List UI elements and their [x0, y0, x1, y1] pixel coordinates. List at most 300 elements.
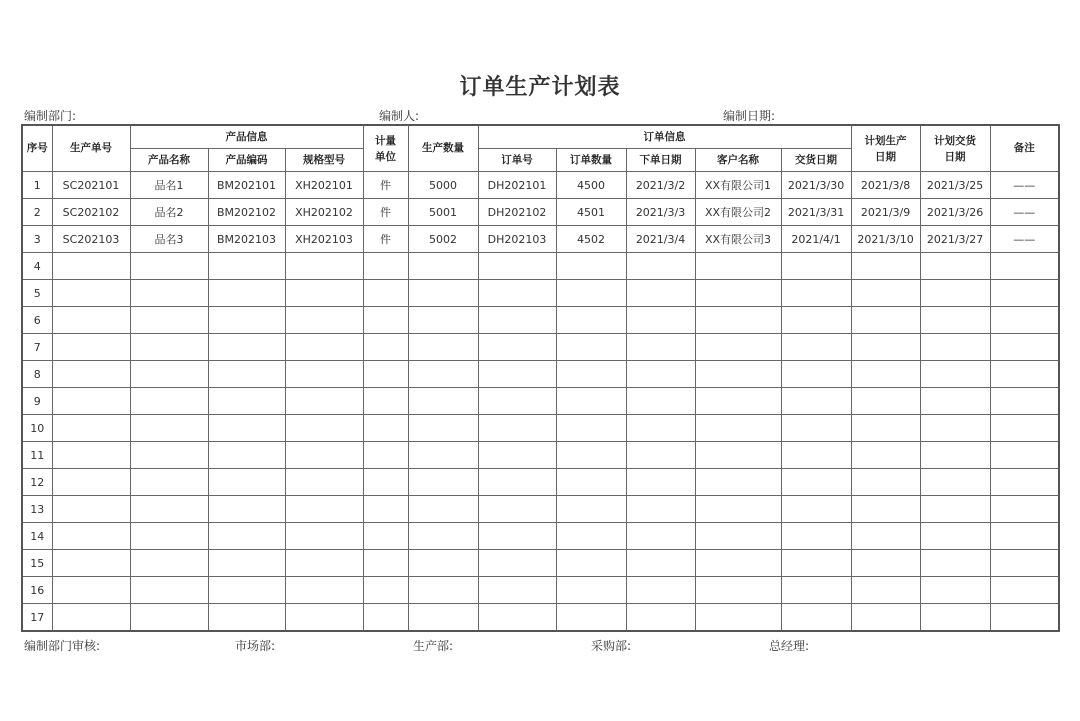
cell-plan-delivery-date: [920, 496, 990, 523]
cell-remark: [990, 253, 1059, 280]
cell-order-date: 2021/3/2: [626, 172, 695, 199]
cell-order-date: [626, 523, 695, 550]
cell-prod-no: SC202101: [52, 172, 130, 199]
cell-delivery-date: [781, 577, 851, 604]
cell-plan-delivery-date: [920, 550, 990, 577]
cell-customer-name: [695, 253, 781, 280]
cell-delivery-date: [781, 604, 851, 632]
cell-order-qty: [556, 496, 626, 523]
cell-remark: ——: [990, 199, 1059, 226]
cell-order-qty: [556, 334, 626, 361]
cell-remark: [990, 496, 1059, 523]
cell-customer-name: [695, 469, 781, 496]
cell-remark: [990, 307, 1059, 334]
cell-unit: [363, 415, 408, 442]
cell-remark: [990, 523, 1059, 550]
cell-plan-prod-date: [851, 550, 920, 577]
cell-remark: [990, 388, 1059, 415]
cell-order-date: [626, 280, 695, 307]
cell-plan-delivery-date: [920, 388, 990, 415]
cell-plan-delivery-date: 2021/3/26: [920, 199, 990, 226]
cell-seq: 15: [22, 550, 52, 577]
table-row: [22, 334, 1059, 361]
cell-spec-model: [285, 523, 363, 550]
cell-product-name: [130, 523, 208, 550]
table-row: [22, 523, 1059, 550]
cell-spec-model: XH202101: [285, 172, 363, 199]
cell-qty: [408, 496, 478, 523]
cell-spec-model: [285, 415, 363, 442]
cell-seq: 1: [22, 172, 52, 199]
cell-prod-no: [52, 523, 130, 550]
cell-order-no: [478, 307, 556, 334]
cell-product-code: BM202101: [208, 172, 285, 199]
cell-prod-no: [52, 388, 130, 415]
cell-plan-delivery-date: [920, 307, 990, 334]
cell-product-code: [208, 388, 285, 415]
cell-customer-name: [695, 334, 781, 361]
cell-seq: 2: [22, 199, 52, 226]
cell-unit: [363, 469, 408, 496]
cell-order-date: [626, 442, 695, 469]
cell-order-date: 2021/3/4: [626, 226, 695, 253]
cell-product-code: [208, 280, 285, 307]
header-order-no: 订单号: [478, 149, 556, 172]
cell-spec-model: XH202103: [285, 226, 363, 253]
cell-delivery-date: [781, 388, 851, 415]
cell-order-qty: [556, 388, 626, 415]
cell-delivery-date: [781, 469, 851, 496]
cell-customer-name: [695, 280, 781, 307]
cell-qty: 5000: [408, 172, 478, 199]
cell-product-code: [208, 469, 285, 496]
cell-seq: 13: [22, 496, 52, 523]
cell-order-qty: [556, 442, 626, 469]
cell-unit: [363, 307, 408, 334]
cell-order-date: [626, 388, 695, 415]
cell-spec-model: [285, 604, 363, 632]
cell-customer-name: [695, 550, 781, 577]
cell-order-no: [478, 469, 556, 496]
cell-order-qty: 4502: [556, 226, 626, 253]
cell-product-name: [130, 496, 208, 523]
header-delivery-date: 交货日期: [781, 149, 851, 172]
cell-remark: [990, 550, 1059, 577]
cell-qty: [408, 604, 478, 632]
cell-order-no: [478, 253, 556, 280]
cell-unit: [363, 496, 408, 523]
cell-unit: [363, 604, 408, 632]
cell-product-code: [208, 307, 285, 334]
cell-plan-delivery-date: [920, 523, 990, 550]
cell-qty: 5002: [408, 226, 478, 253]
cell-order-no: [478, 577, 556, 604]
cell-seq: 6: [22, 307, 52, 334]
cell-plan-prod-date: [851, 577, 920, 604]
cell-seq: 9: [22, 388, 52, 415]
cell-delivery-date: 2021/3/31: [781, 199, 851, 226]
cell-seq: 14: [22, 523, 52, 550]
cell-plan-delivery-date: [920, 604, 990, 632]
cell-product-code: BM202102: [208, 199, 285, 226]
cell-seq: 5: [22, 280, 52, 307]
cell-product-code: [208, 334, 285, 361]
cell-plan-prod-date: [851, 307, 920, 334]
header-remark: 备注: [990, 125, 1059, 172]
footer-market: 市场部:: [235, 639, 276, 653]
cell-delivery-date: [781, 442, 851, 469]
cell-product-code: [208, 577, 285, 604]
cell-delivery-date: [781, 334, 851, 361]
cell-qty: [408, 469, 478, 496]
header-qty: 生产数量: [408, 125, 478, 172]
cell-spec-model: XH202102: [285, 199, 363, 226]
cell-seq: 12: [22, 469, 52, 496]
cell-qty: [408, 415, 478, 442]
cell-prod-no: [52, 361, 130, 388]
cell-order-qty: [556, 523, 626, 550]
cell-order-date: [626, 604, 695, 632]
cell-delivery-date: [781, 496, 851, 523]
cell-plan-prod-date: [851, 253, 920, 280]
cell-plan-prod-date: [851, 523, 920, 550]
date-label: 编制日期:: [723, 109, 776, 123]
cell-remark: [990, 604, 1059, 632]
cell-prod-no: [52, 280, 130, 307]
cell-order-qty: [556, 550, 626, 577]
cell-unit: [363, 550, 408, 577]
cell-plan-delivery-date: 2021/3/25: [920, 172, 990, 199]
cell-unit: 件: [363, 226, 408, 253]
cell-plan-prod-date: [851, 469, 920, 496]
cell-plan-prod-date: 2021/3/10: [851, 226, 920, 253]
cell-qty: [408, 361, 478, 388]
cell-plan-delivery-date: [920, 280, 990, 307]
cell-qty: [408, 523, 478, 550]
cell-prod-no: [52, 334, 130, 361]
cell-unit: [363, 442, 408, 469]
cell-order-qty: [556, 361, 626, 388]
cell-prod-no: [52, 604, 130, 632]
cell-prod-no: [52, 577, 130, 604]
cell-seq: 16: [22, 577, 52, 604]
cell-order-date: [626, 253, 695, 280]
header-plan-prod-date: 计划生产日期: [851, 125, 920, 172]
cell-plan-prod-date: [851, 388, 920, 415]
cell-order-no: [478, 550, 556, 577]
table-row: [22, 442, 1059, 469]
cell-qty: [408, 550, 478, 577]
cell-remark: [990, 469, 1059, 496]
cell-unit: [363, 577, 408, 604]
header-spec-model: 规格型号: [285, 149, 363, 172]
cell-plan-delivery-date: 2021/3/27: [920, 226, 990, 253]
cell-plan-prod-date: 2021/3/8: [851, 172, 920, 199]
cell-order-qty: [556, 415, 626, 442]
cell-product-name: [130, 334, 208, 361]
cell-remark: [990, 334, 1059, 361]
cell-spec-model: [285, 361, 363, 388]
cell-unit: 件: [363, 199, 408, 226]
cell-plan-prod-date: [851, 442, 920, 469]
cell-product-code: [208, 253, 285, 280]
table-row: [22, 172, 1059, 199]
table-row: [22, 469, 1059, 496]
cell-order-no: [478, 280, 556, 307]
cell-product-name: [130, 361, 208, 388]
cell-product-name: [130, 442, 208, 469]
cell-delivery-date: 2021/3/30: [781, 172, 851, 199]
cell-customer-name: [695, 442, 781, 469]
table-row: [22, 604, 1059, 632]
cell-delivery-date: [781, 307, 851, 334]
cell-prod-no: [52, 415, 130, 442]
header-product-name: 产品名称: [130, 149, 208, 172]
cell-unit: [363, 523, 408, 550]
cell-customer-name: [695, 523, 781, 550]
cell-order-qty: [556, 604, 626, 632]
header-prod-no: 生产单号: [52, 125, 130, 172]
cell-plan-delivery-date: [920, 253, 990, 280]
cell-customer-name: [695, 415, 781, 442]
cell-customer-name: [695, 361, 781, 388]
cell-product-code: BM202103: [208, 226, 285, 253]
cell-plan-prod-date: [851, 415, 920, 442]
header-order-info: 订单信息: [478, 125, 851, 149]
cell-order-qty: [556, 577, 626, 604]
header-product-info: 产品信息: [130, 125, 363, 149]
header-order-qty: 订单数量: [556, 149, 626, 172]
cell-plan-delivery-date: [920, 334, 990, 361]
cell-product-code: [208, 496, 285, 523]
cell-order-no: DH202101: [478, 172, 556, 199]
cell-product-code: [208, 604, 285, 632]
cell-seq: 17: [22, 604, 52, 632]
table-row: [22, 415, 1059, 442]
cell-qty: [408, 280, 478, 307]
cell-order-no: [478, 496, 556, 523]
cell-spec-model: [285, 442, 363, 469]
footer-purchase: 采购部:: [591, 639, 632, 653]
table-row: [22, 253, 1059, 280]
cell-customer-name: [695, 388, 781, 415]
cell-order-no: [478, 523, 556, 550]
cell-customer-name: [695, 577, 781, 604]
cell-qty: 5001: [408, 199, 478, 226]
cell-spec-model: [285, 280, 363, 307]
table-row: [22, 361, 1059, 388]
author-label: 编制人:: [379, 109, 420, 123]
cell-spec-model: [285, 253, 363, 280]
cell-unit: 件: [363, 172, 408, 199]
cell-spec-model: [285, 496, 363, 523]
table-row: [22, 226, 1059, 253]
cell-plan-prod-date: [851, 361, 920, 388]
cell-prod-no: [52, 253, 130, 280]
cell-unit: [363, 361, 408, 388]
cell-plan-prod-date: [851, 280, 920, 307]
cell-seq: 7: [22, 334, 52, 361]
cell-customer-name: XX有限公司2: [695, 199, 781, 226]
cell-order-no: [478, 415, 556, 442]
footer-dept-review: 编制部门审核:: [24, 639, 101, 653]
cell-plan-prod-date: [851, 604, 920, 632]
cell-plan-delivery-date: [920, 415, 990, 442]
cell-product-name: 品名2: [130, 199, 208, 226]
cell-product-name: [130, 469, 208, 496]
cell-prod-no: [52, 496, 130, 523]
cell-customer-name: [695, 496, 781, 523]
cell-order-date: [626, 496, 695, 523]
cell-delivery-date: [781, 361, 851, 388]
cell-plan-delivery-date: [920, 469, 990, 496]
cell-remark: ——: [990, 226, 1059, 253]
cell-order-no: [478, 388, 556, 415]
cell-prod-no: SC202103: [52, 226, 130, 253]
cell-order-no: [478, 361, 556, 388]
footer-production: 生产部:: [413, 639, 454, 653]
cell-seq: 8: [22, 361, 52, 388]
cell-spec-model: [285, 307, 363, 334]
cell-product-name: [130, 577, 208, 604]
cell-remark: [990, 577, 1059, 604]
cell-spec-model: [285, 550, 363, 577]
cell-order-date: [626, 361, 695, 388]
cell-spec-model: [285, 334, 363, 361]
cell-order-qty: [556, 469, 626, 496]
footer-gm: 总经理:: [769, 639, 810, 653]
table-row: [22, 496, 1059, 523]
cell-product-name: [130, 604, 208, 632]
cell-plan-delivery-date: [920, 442, 990, 469]
cell-qty: [408, 307, 478, 334]
cell-order-qty: [556, 280, 626, 307]
cell-delivery-date: [781, 280, 851, 307]
production-plan-table: [21, 124, 1060, 632]
dept-label: 编制部门:: [24, 109, 77, 123]
cell-qty: [408, 334, 478, 361]
cell-unit: [363, 334, 408, 361]
cell-remark: [990, 442, 1059, 469]
cell-product-name: [130, 388, 208, 415]
cell-plan-delivery-date: [920, 577, 990, 604]
cell-order-qty: [556, 307, 626, 334]
cell-remark: [990, 361, 1059, 388]
cell-product-name: [130, 415, 208, 442]
cell-plan-delivery-date: [920, 361, 990, 388]
cell-order-date: 2021/3/3: [626, 199, 695, 226]
cell-product-code: [208, 550, 285, 577]
cell-customer-name: XX有限公司3: [695, 226, 781, 253]
cell-order-date: [626, 577, 695, 604]
cell-plan-prod-date: [851, 334, 920, 361]
cell-qty: [408, 253, 478, 280]
cell-prod-no: [52, 442, 130, 469]
cell-prod-no: [52, 307, 130, 334]
cell-qty: [408, 442, 478, 469]
cell-prod-no: [52, 469, 130, 496]
table-row: [22, 307, 1059, 334]
cell-customer-name: [695, 604, 781, 632]
table-row: [22, 199, 1059, 226]
cell-order-date: [626, 550, 695, 577]
cell-seq: 10: [22, 415, 52, 442]
cell-order-no: [478, 604, 556, 632]
cell-delivery-date: 2021/4/1: [781, 226, 851, 253]
cell-order-date: [626, 469, 695, 496]
cell-product-name: 品名3: [130, 226, 208, 253]
cell-unit: [363, 253, 408, 280]
cell-product-name: 品名1: [130, 172, 208, 199]
cell-order-no: [478, 442, 556, 469]
cell-product-name: [130, 307, 208, 334]
cell-delivery-date: [781, 253, 851, 280]
cell-order-qty: 4500: [556, 172, 626, 199]
cell-product-name: [130, 550, 208, 577]
header-customer-name: 客户名称: [695, 149, 781, 172]
header-unit: 计量单位: [363, 125, 408, 172]
header-product-code: 产品编码: [208, 149, 285, 172]
page-title: 订单生产计划表: [459, 75, 621, 100]
cell-order-date: [626, 334, 695, 361]
cell-plan-prod-date: [851, 496, 920, 523]
cell-seq: 3: [22, 226, 52, 253]
cell-order-date: [626, 307, 695, 334]
cell-qty: [408, 577, 478, 604]
cell-prod-no: SC202102: [52, 199, 130, 226]
cell-prod-no: [52, 550, 130, 577]
header-order-date: 下单日期: [626, 149, 695, 172]
table-row: [22, 280, 1059, 307]
cell-spec-model: [285, 577, 363, 604]
table-row: [22, 388, 1059, 415]
cell-customer-name: XX有限公司1: [695, 172, 781, 199]
cell-product-name: [130, 280, 208, 307]
cell-remark: ——: [990, 172, 1059, 199]
cell-product-code: [208, 523, 285, 550]
header-plan-delivery-date: 计划交货日期: [920, 125, 990, 172]
cell-product-name: [130, 253, 208, 280]
cell-remark: [990, 280, 1059, 307]
cell-spec-model: [285, 469, 363, 496]
cell-order-no: DH202103: [478, 226, 556, 253]
cell-delivery-date: [781, 523, 851, 550]
cell-seq: 4: [22, 253, 52, 280]
cell-unit: [363, 280, 408, 307]
cell-remark: [990, 415, 1059, 442]
cell-spec-model: [285, 388, 363, 415]
table-row: [22, 550, 1059, 577]
cell-order-qty: 4501: [556, 199, 626, 226]
cell-order-date: [626, 415, 695, 442]
cell-product-code: [208, 415, 285, 442]
cell-order-qty: [556, 253, 626, 280]
cell-customer-name: [695, 307, 781, 334]
cell-delivery-date: [781, 415, 851, 442]
cell-delivery-date: [781, 550, 851, 577]
cell-plan-prod-date: 2021/3/9: [851, 199, 920, 226]
table-body: [22, 172, 1059, 632]
cell-seq: 11: [22, 442, 52, 469]
cell-unit: [363, 388, 408, 415]
cell-product-code: [208, 361, 285, 388]
cell-order-no: DH202102: [478, 199, 556, 226]
cell-qty: [408, 388, 478, 415]
header-seq: 序号: [22, 125, 52, 172]
table-row: [22, 577, 1059, 604]
cell-order-no: [478, 334, 556, 361]
cell-product-code: [208, 442, 285, 469]
